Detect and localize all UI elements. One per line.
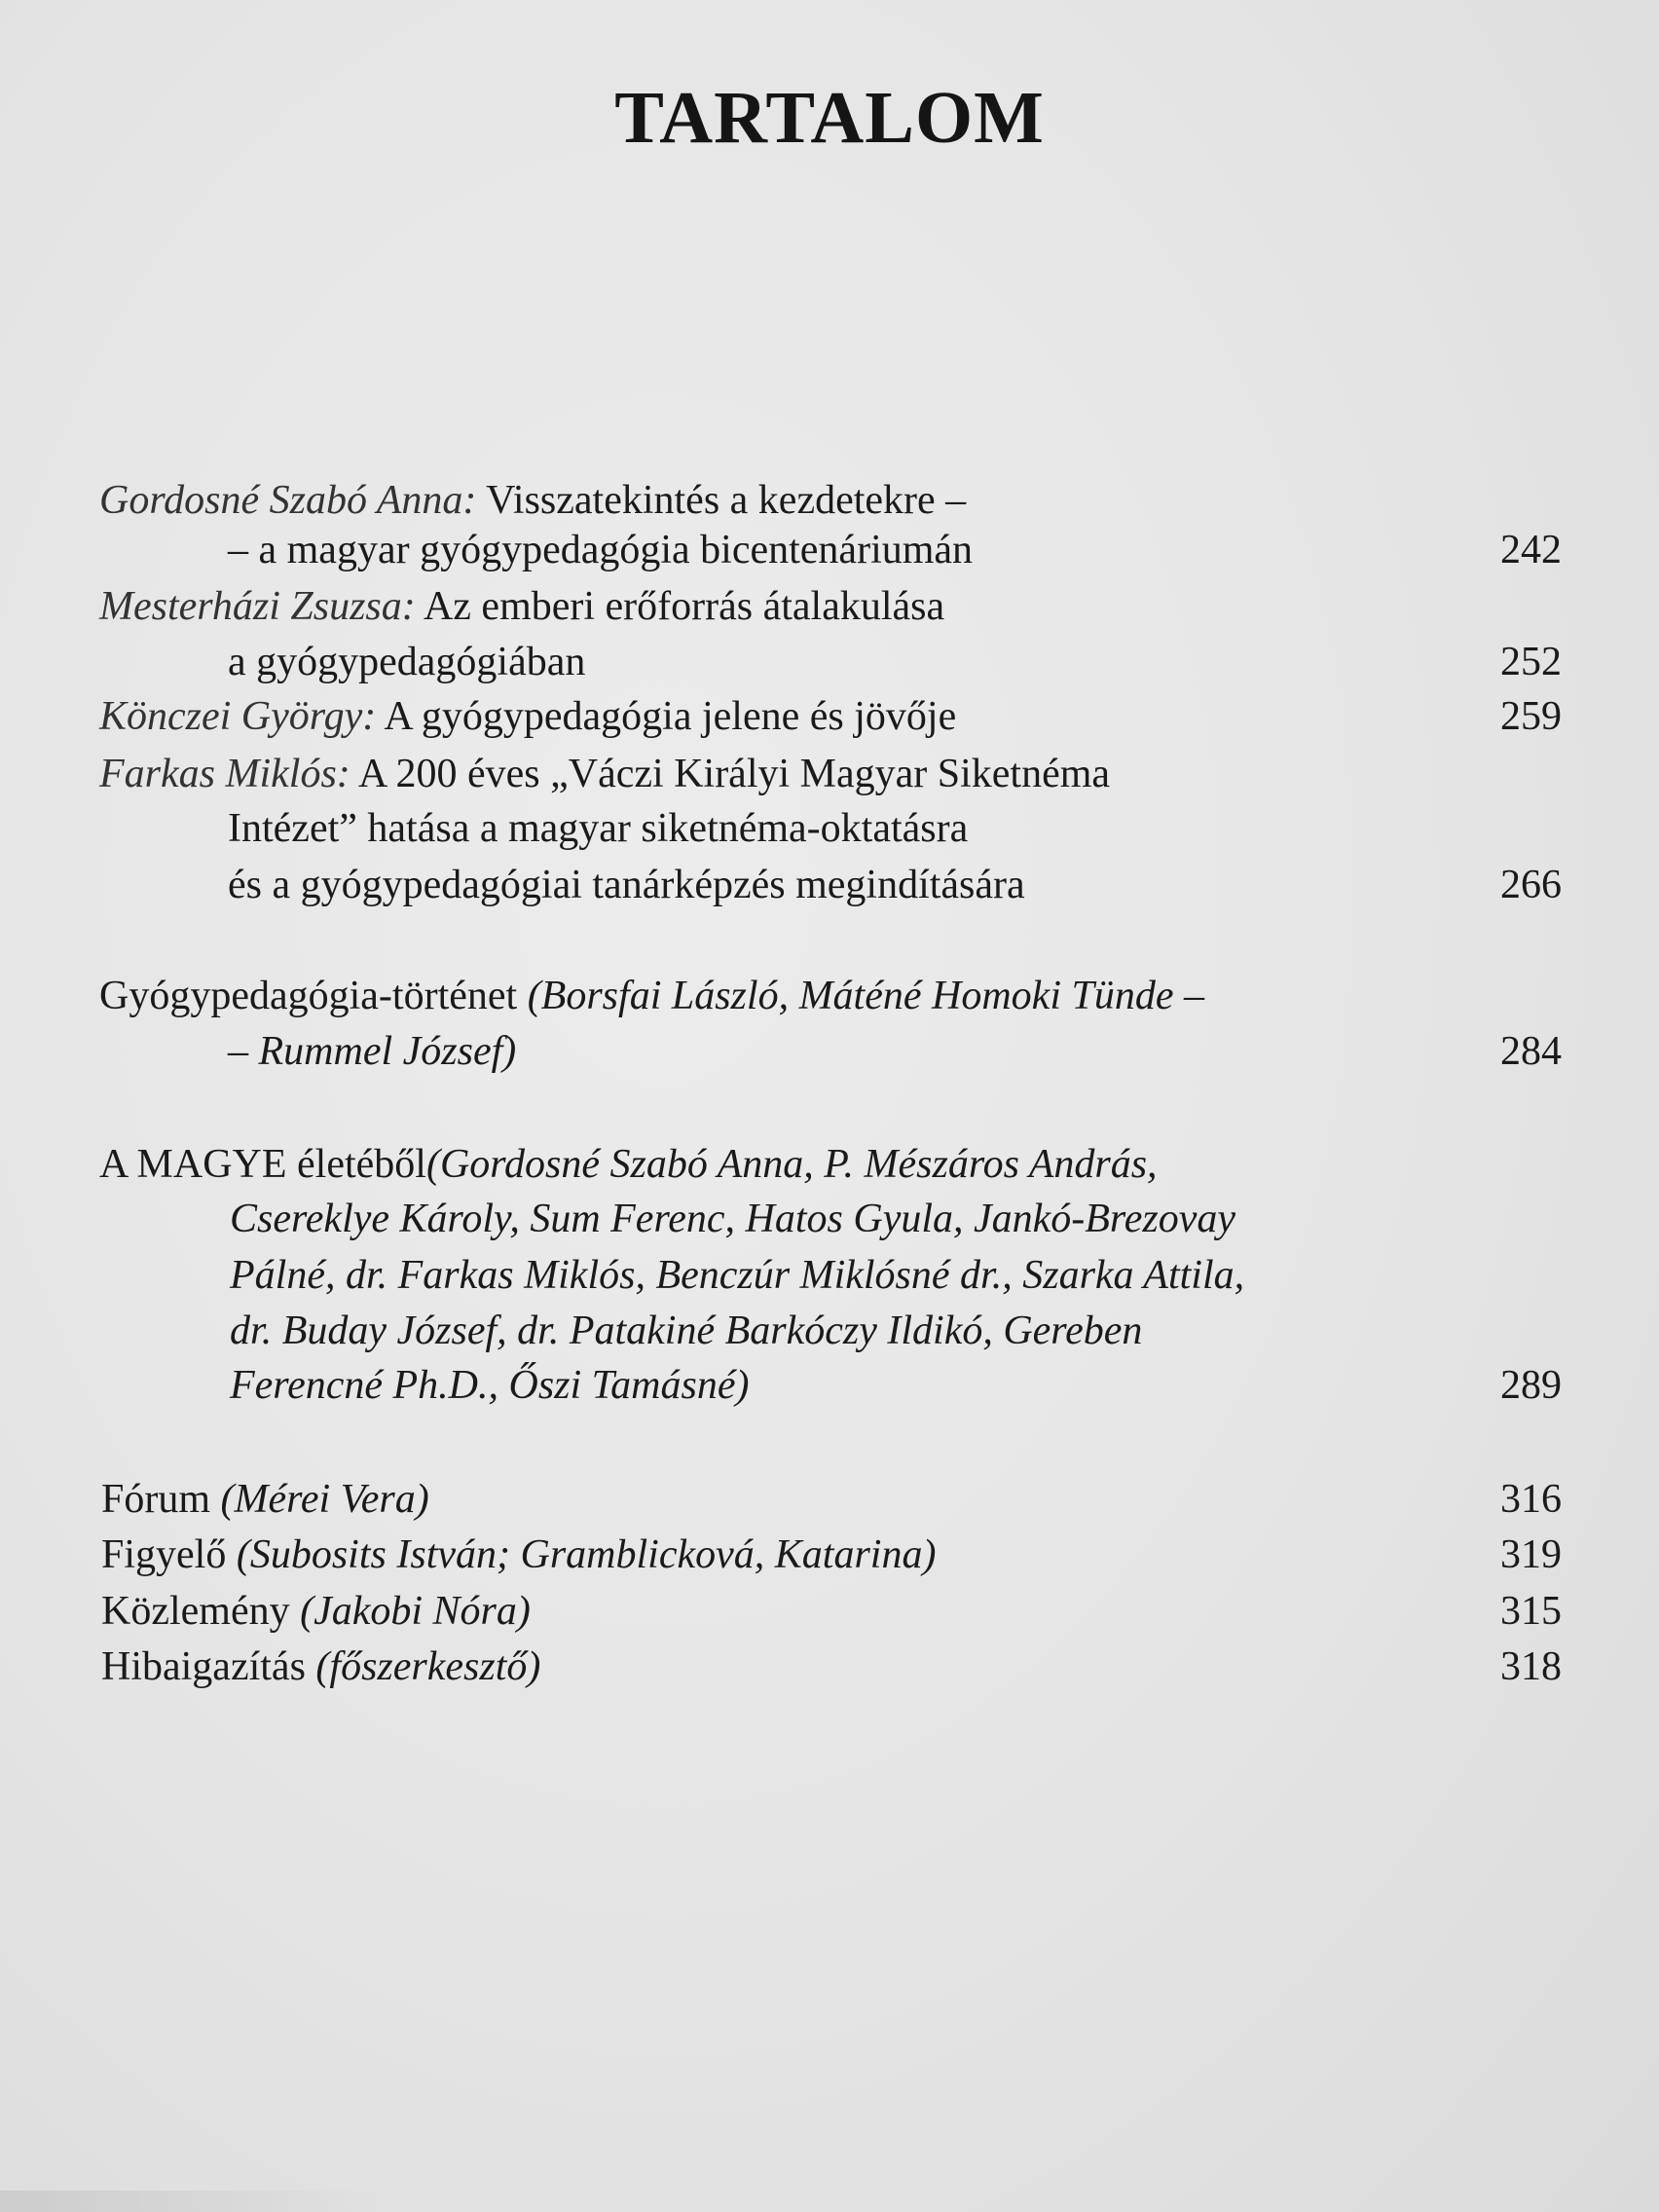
- toc-title: A gyógypedagógia jelene és jövője: [376, 694, 957, 739]
- watermark: [0, 2191, 378, 2212]
- toc-contributors: (Jakobi Nóra): [300, 1589, 531, 1634]
- toc-contributors: Ferencné Ph.D., Őszi Tamásné): [230, 1363, 750, 1408]
- toc-page-number: 289: [1500, 1363, 1562, 1408]
- toc-section: Gyógypedagógia-történet: [99, 974, 528, 1018]
- toc-contributors: Pálné, dr. Farkas Miklós, Benczúr Miklósné dr., Szarka Attila,: [230, 1253, 1245, 1298]
- toc-line: [0, 1357, 1659, 1414]
- toc-section: Hibaigazítás: [101, 1644, 316, 1689]
- toc-section: Figyelő: [101, 1532, 237, 1577]
- toc-line: [0, 1136, 1659, 1193]
- toc-page-number: 316: [1500, 1477, 1562, 1522]
- toc-section: Fórum: [101, 1477, 221, 1522]
- toc-title: A 200 éves „Váczi Királyi Magyar Siketnéma: [350, 752, 1111, 796]
- toc-title: Visszatekintés a kezdetekre –: [476, 478, 967, 523]
- toc-line: [0, 857, 1659, 913]
- toc-line: [0, 1247, 1659, 1304]
- toc-line: [0, 1191, 1659, 1247]
- toc-page-number: 242: [1500, 528, 1562, 572]
- toc-title: – a magyar gyógypedagógia bicentenáriumán: [228, 528, 974, 572]
- toc-title: a gyógypedagógiában: [228, 640, 586, 684]
- toc-page-number: 284: [1500, 1029, 1562, 1074]
- toc-contributors: (Mérei Vera): [220, 1477, 429, 1522]
- toc-contributors: dr. Buday József, dr. Patakiné Barkóczy Ildikó, Gereben: [230, 1309, 1143, 1353]
- page-title: TARTALOM: [614, 77, 1045, 159]
- toc-contributors: – Rummel József): [228, 1029, 517, 1074]
- toc-contributors: (Borsfai László, Máténé Homoki Tünde –: [527, 974, 1204, 1018]
- toc-title: Az emberi erőforrás átalakulása: [415, 584, 945, 629]
- toc-line: [0, 1303, 1659, 1359]
- toc-line: [0, 968, 1659, 1024]
- toc-author: Gordosné Szabó Anna:: [99, 478, 477, 523]
- toc-page-number: 318: [1500, 1644, 1562, 1689]
- toc-author: Farkas Miklós:: [99, 752, 350, 796]
- toc-page-number: 259: [1500, 694, 1562, 739]
- toc-line: [0, 1639, 1659, 1695]
- toc-contributors: (Gordosné Szabó Anna, P. Mészáros András,: [425, 1142, 1158, 1187]
- toc-page-number: 266: [1500, 863, 1562, 907]
- toc-author: Mesterházi Zsuzsa:: [99, 584, 416, 629]
- toc-contributors: (Subosits István; Gramblicková, Katarina): [236, 1532, 937, 1577]
- toc-line: [0, 472, 1659, 529]
- toc-line: [0, 1527, 1659, 1583]
- toc-page-number: 315: [1500, 1589, 1562, 1634]
- toc-line: [0, 1583, 1659, 1640]
- toc-title: Intézet” hatása a magyar siketnéma-oktatásra: [228, 806, 969, 851]
- toc-line: [0, 688, 1659, 745]
- toc-line: [0, 746, 1659, 802]
- toc-section: A MAGYE életéből: [99, 1142, 426, 1187]
- toc-line: [0, 634, 1659, 690]
- toc-contributors: Csereklye Károly, Sum Ferenc, Hatos Gyula, Jankó-Brezovay: [230, 1197, 1235, 1241]
- toc-page-number: 319: [1500, 1532, 1562, 1577]
- toc-line: [0, 522, 1659, 578]
- toc-line: [0, 1471, 1659, 1528]
- toc-title: és a gyógypedagógiai tanárképzés megindítására: [228, 863, 1025, 907]
- toc-author: Könczei György:: [99, 694, 377, 739]
- toc-contributors: (főszerkesztő): [315, 1644, 541, 1689]
- toc-page-number: 252: [1500, 640, 1562, 684]
- toc-line: [0, 1023, 1659, 1080]
- toc-line: [0, 578, 1659, 635]
- toc-section: Közlemény: [101, 1589, 301, 1634]
- toc-line: [0, 800, 1659, 857]
